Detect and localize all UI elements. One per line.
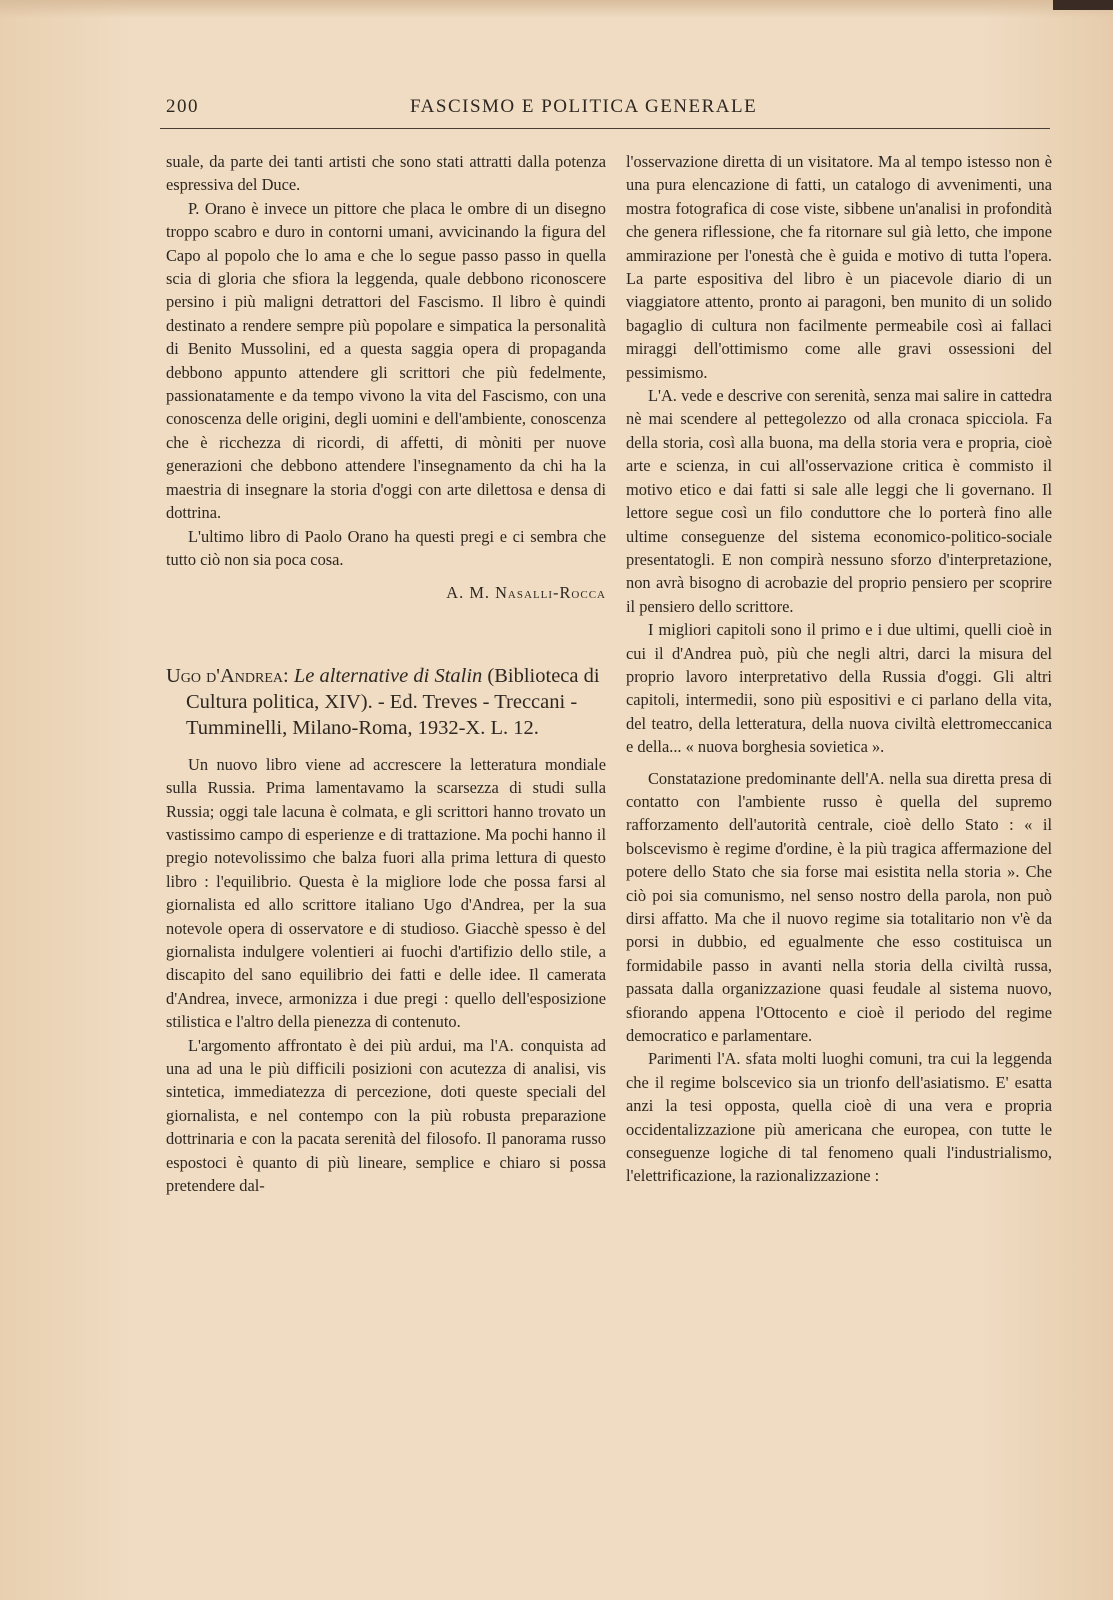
left-paragraph-3: L'ultimo libro di Paolo Orano ha questi pregi e ci sembra che tutto ciò non sia poca cosa. — [166, 526, 606, 569]
review-heading — [166, 663, 606, 741]
review-title: Le alternative di Stalin — [293, 664, 483, 687]
review-signature: A. M. Nasalli-Rocca — [446, 583, 606, 603]
right-paragraph-2: L'A. vede e descrive con serenità, senza mai salire in cattedra nè mai scendere al pettegolezzo od alla cronaca spicciola. Fa della storia, così alla buona, ma della storia vera e propria, cioè arte e scienza, in cui all'osservazione critica è commisto il motivo etico e dai fatti si sale alle leggi che li governano. Il lettore segue così un filo conduttore che lo porterà fino alle ultime conseguenze del sistema economico-politico-sociale presentatogli. E non compirà nessuno sforzo d'interpretazione, non avrà bisogno di acrobazie del proprio pensiero per scoprire il pensiero dello scrittore. — [626, 386, 1052, 616]
right-paragraph-3: I migliori capitoli sono il primo e i due ultimi, quelli cioè in cui il d'Andrea può, più che negli altri, darci la misura del proprio lavoro interpretativo della Russia d'oggi. Gli altri capitoli, intermedii, sono più espositivi e ci parlano della vita, del teatro, della letteratura, della nuova civiltà elettromeccanica e della... « nuova borghesia sovietica ». — [626, 620, 1052, 757]
running-head: FASCISMO E POLITICA GENERALE — [410, 96, 758, 117]
left-paragraph-4: Un nuovo libro viene ad accrescere la letteratura mondiale sulla Russia. Prima lamentavamo la scarsezza di studi sulla Russia; oggi tale lacuna è colmata, e gli scrittori hanno trovato un vastissimo campo di esperienze e di trattazione. Ma pochi hanno il pregio notevolissimo che balza fuori alla prima lettura di questo libro : l'equilibrio. Questa è la migliore lode che possa farsi al giornalista ed allo scrittore italiano Ugo d'Andrea, per la sua notevole opera di osservatore e di studioso. Giacchè spesso è del giornalista indulgere volentieri ai fuochi d'artifizio dello stile, a discapito del sano equilibrio dei fatti e delle idee. Il camerata d'Andrea, invece, armonizza i due pregi : quello dell'esposizione stilistica e l'altro della pienezza di contenuto. — [166, 754, 606, 1032]
review-separator: : — [282, 664, 294, 687]
review-details: (Biblioteca di Cultura politica, XIV). - Ed. Treves - Treccani - Tumminelli, Milano-Roma, 1932-X. L. 12. — [186, 664, 600, 739]
right-paragraph-4: Constatazione predominante dell'A. nella sua diretta presa di contatto con l'ambiente russo è quella del supremo rafforzamento dell'autorità centrale, cioè dello Stato : « il bolscevismo è regime d'ordine, è la più tragica affermazione del potere dello Stato che sia forse mai esistita nella storia ». Che ciò poi sia comunismo, nel senso nostro della parola, non può dirsi affatto. Ma che il nuovo regime sia totalitario non v'è da porsi in dubbio, ed egualmente che esso costituisca un formidabile passo in avanti nella storia della civiltà russa, passata dalla organizzazione quasi feudale al sistema nuovo, sfiorando appena l'Ottocento e cioè il periodo del regime democratico e parlamentare. — [626, 768, 1052, 1046]
left-column — [166, 150, 606, 1197]
left-paragraph-2: P. Orano è invece un pittore che placa le ombre di un disegno troppo scabro e duro in contorni umani, avvicinando la figura del Capo al popolo che lo ama e che lo segue passo passo in quella scia di gloria che sfiora la leggenda, quale debbono riconoscere persino i più maligni detrattori del Fascismo. Il libro è quindi destinato a rendere sempre più popolare e simpatica la personalità di Benito Mussolini, ed a questa saggia opera di propaganda debbono appunto attendere gli scrittori che più fedelmente, passionatamente e da tempo vivono la vita del Fascismo, con una conoscenza delle origini, degli uomini e dell'ambiente, conoscenza che è ricchezza di ricordi, di affetti, di mòniti per nuove generazioni che debbono attendere l'insegnamento da chi ha la maestria di insegnare la storia d'oggi con arte dilettosa e densa di dottrina. — [166, 198, 606, 523]
right-column — [626, 150, 1052, 1188]
page-number: 200 — [166, 96, 199, 117]
page-header — [160, 96, 1050, 124]
page-corner-mark — [1053, 0, 1113, 10]
heading-gap — [166, 741, 606, 753]
left-paragraph-1: suale, da parte dei tanti artisti che sono stati attratti dalla potenza espressiva del Duce. — [166, 152, 606, 195]
page-top-edge-shadow — [0, 0, 1113, 18]
paragraph-gap — [626, 759, 1052, 767]
review-author: Ugo d'Andrea — [166, 664, 283, 687]
header-rule — [160, 128, 1050, 129]
right-paragraph-1: l'osservazione diretta di un visitatore. Ma al tempo istesso non è una pura elencazione di fatti, un catalogo di avvenimenti, una mostra fotografica di cose viste, sibbene un'analisi in profondità che genera riflessione, che fa ritornare sul già letto, che impone ammirazione per l'onestà che è guida e motivo di tutta l'opera. La parte espositiva del libro è un piacevole diario di un viaggiatore attento, pronto ai paragoni, ben munito di un solido bagaglio di cultura non facilmente permeabile così ai fallaci miraggi dell'ottimismo come alle gravi ossessioni del pessimismo. — [626, 152, 1052, 382]
right-paragraph-5: Parimenti l'A. sfata molti luoghi comuni, tra cui la leggenda che il regime bolscevico sia un trionfo dell'asiatismo. E' esatta anzi la tesi opposta, quella cioè di una vera e propria occidentalizzazione più americana che europea, con tutte le conseguenze logiche di tal fenomeno quali l'industrialismo, l'elettrificazione, la razionalizzazione : — [626, 1049, 1052, 1186]
left-paragraph-5: L'argomento affrontato è dei più ardui, ma l'A. conquista ad una ad una le più difficili posizioni con acutezza di analisi, vis sintetica, immediatezza di percezione, doti queste speciali del giornalista, e nel contempo con la più robusta preparazione dottrinaria e con la pacata serenità del filosofo. Il panorama russo espostoci è quanto di più lineare, semplice e chiaro si possa pretendere dal- — [166, 1035, 606, 1196]
